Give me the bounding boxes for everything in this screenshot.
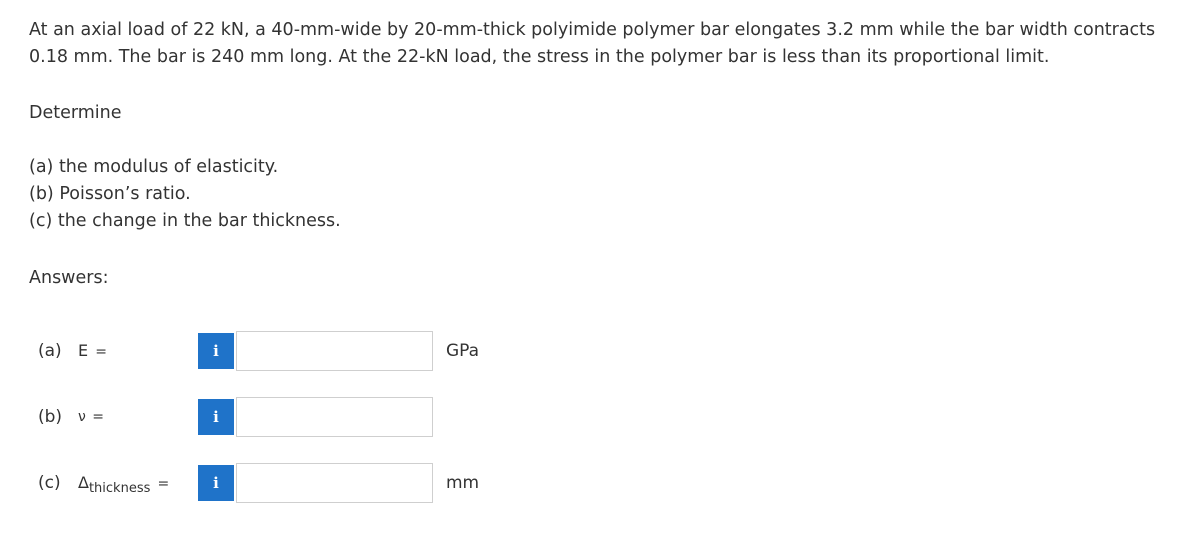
question-part-b: (b) Poisson’s ratio. xyxy=(29,184,191,204)
poisson-ratio-answer-input[interactable] xyxy=(236,397,433,437)
part-label-c: (c) xyxy=(38,473,61,493)
variable-symbol-nu: ν xyxy=(78,409,86,425)
thickness-change-answer-input[interactable] xyxy=(236,463,433,503)
variable-symbol-e: E xyxy=(78,341,89,360)
question-parts-list xyxy=(29,154,341,235)
determine-heading: Determine xyxy=(29,103,122,123)
part-label-a: (a) xyxy=(38,341,62,361)
answer-row-a xyxy=(0,331,1200,371)
variable-symbol-delta: Δ xyxy=(78,473,89,492)
problem-statement: At an axial load of 22 kN, a 40-mm-wide by 20-mm-thick polyimide polymer bar elongates 3.2 mm while the bar width contracts 0.18 mm. The bar is 240 mm long. At the 22-kN load, the stress in the polymer bar is less than its proportional limit. xyxy=(29,20,1156,67)
variable-label-nu xyxy=(78,397,104,437)
unit-label-mm: mm xyxy=(446,473,480,493)
info-icon-button[interactable]: i xyxy=(198,465,234,501)
question-part-a: (a) the modulus of elasticity. xyxy=(29,157,279,177)
variable-subscript-thickness: thickness xyxy=(88,481,151,496)
info-icon-button[interactable]: i xyxy=(198,333,234,369)
equals-sign: = xyxy=(95,344,107,360)
modulus-answer-input[interactable] xyxy=(236,331,433,371)
answer-row-c xyxy=(0,463,1200,503)
unit-label-gpa: GPa xyxy=(446,341,480,361)
info-icon-button[interactable]: i xyxy=(198,399,234,435)
variable-label-e xyxy=(78,331,107,372)
answer-row-b xyxy=(0,397,1200,437)
equals-sign: = xyxy=(92,409,105,425)
answers-heading: Answers: xyxy=(29,268,109,288)
variable-label-delta-thickness xyxy=(78,463,169,505)
question-part-c: (c) the change in the bar thickness. xyxy=(29,211,341,231)
part-label-b: (b) xyxy=(38,407,63,427)
equals-sign: = xyxy=(157,476,170,492)
